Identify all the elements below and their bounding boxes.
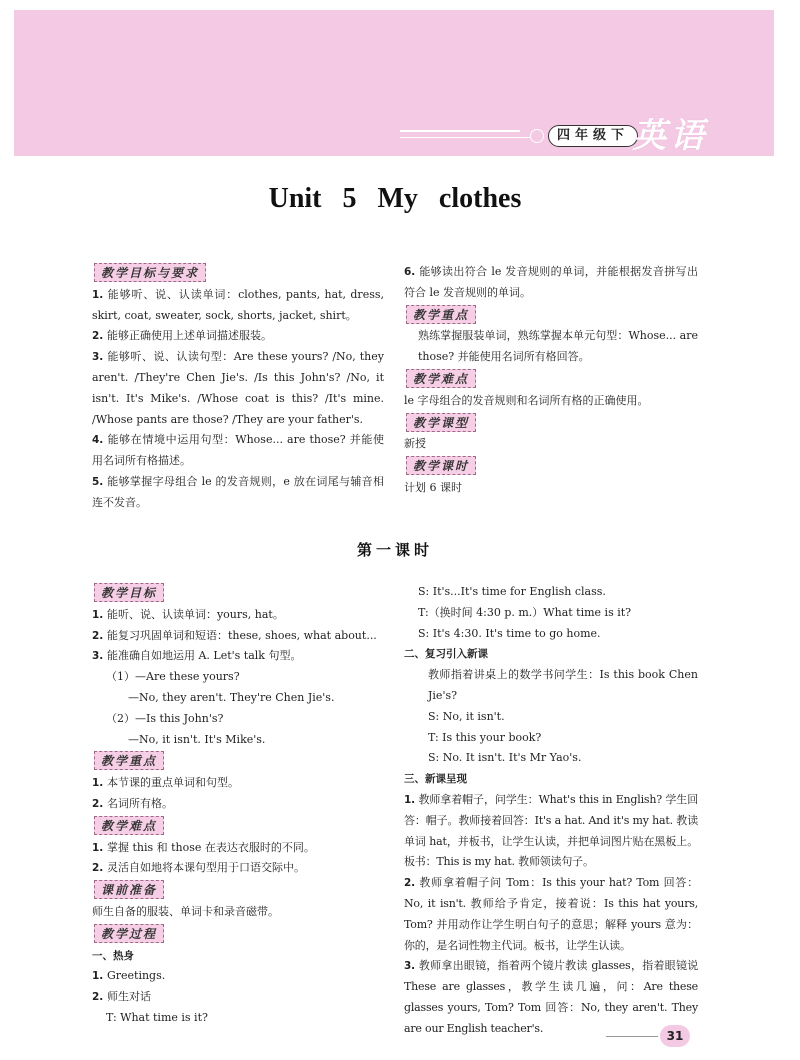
goal-item: 6. 能够读出符合 le 发音规则的单词，并能根据发音拼写出符合 le 发音规则的单词。 — [404, 265, 698, 299]
subject-logo: 英语 — [632, 116, 708, 156]
goal-item: 2. 能复习巩固单词和短语：these, shoes, what about... — [92, 628, 377, 642]
lesson-title: 第一课时 — [356, 541, 433, 559]
section-tag-lesson-type: 教学课型 — [406, 413, 476, 432]
preparation-text: 师生自备的服装、单词卡和录音磁带。 — [92, 904, 279, 918]
dialog-line: T: What time is it? — [106, 1010, 208, 1024]
dialog-line: T:（换时间 4:30 p. m.）What time is it? — [418, 605, 632, 619]
page-number-rule — [606, 1036, 658, 1037]
section-tag-difficult-points: 教学难点 — [94, 816, 164, 835]
new-lesson-step: 2. 教师拿着帽子问 Tom：Is this your hat? Tom 回答：No, it isn't. 教师给予肯定，接着说：Is this hat yours, Tom? 并用动作让学生明白句子的意思；解释 yours 意为：你的，是名词性物主代词。板书，让学生认读。 — [404, 876, 699, 952]
lesson-type-text: 新授 — [404, 437, 426, 451]
goal-item: 4. 能够在情境中运用句型：Whose... are those? 并能使用名词所有格描述。 — [92, 433, 384, 468]
review-text: 教师指着讲桌上的数学书问学生：Is this book Chen Jie's? — [428, 668, 698, 702]
goal-item: 2. 能够正确使用上述单词描述服装。 — [92, 329, 272, 343]
dialog-line: —No, they aren't. They're Chen Jie's. — [128, 690, 335, 704]
dialog-line: T: Is this your book? — [428, 730, 542, 744]
section-tag-key-points: 教学重点 — [94, 751, 164, 770]
section-tag-preparation: 课前准备 — [94, 880, 164, 899]
key-points-text: 熟练掌握服装单词，熟练掌握本单元句型：Whose... are those? 并能使用名词所有格回答。 — [418, 329, 698, 364]
dialog-line: （2）—Is this John's? — [106, 711, 224, 725]
key-item: 2. 名词所有格。 — [92, 796, 173, 810]
section-tag-difficult-points: 教学难点 — [406, 369, 476, 388]
unit-title: Unit 5 My clothes — [268, 183, 522, 214]
step-heading-new-lesson: 三、新课呈现 — [404, 773, 467, 786]
section-tag-lesson-hours: 教学课时 — [406, 456, 476, 475]
section-tag-process: 教学过程 — [94, 924, 164, 943]
header-decor-line — [400, 137, 530, 138]
new-lesson-step: 1. 教师拿着帽子，问学生：What's this in English? 学生回答：帽子。教师接着回答：It's a hat. And it's my hat. 教读单词 hat，并板书，让学生认读，并把单词图片贴在黑板上。板书：This is my hat. 教师领读句子。 — [404, 792, 698, 869]
lesson-right-column — [404, 582, 698, 1040]
goal-item: 3. 能准确自如地运用 A. Let's talk 句型。 — [92, 649, 302, 663]
difficult-item: 1. 掌握 this 和 those 在表达衣服时的不同。 — [92, 840, 315, 854]
grade-label: 四年级下 — [548, 125, 638, 147]
section-tag-goals: 教学目标与要求 — [94, 263, 206, 282]
dialog-line: （1）—Are these yours? — [106, 670, 240, 684]
section-tag-goals: 教学目标 — [94, 583, 164, 602]
lesson-hours-text: 计划 6 课时 — [404, 480, 462, 494]
lesson-left-column — [92, 582, 384, 1029]
intro-right-column — [404, 262, 698, 499]
goal-item: 5. 能够掌握字母组合 le 的发音规则，e 放在词尾与辅音相连不发音。 — [92, 474, 385, 509]
goal-item: 1. 能够听、说、认读单词：clothes, pants, hat, dress, skirt, coat, sweater, sock, shorts, jacket, shirt。 — [92, 287, 384, 322]
key-item: 1. 本节课的重点单词和句型。 — [92, 776, 239, 790]
page-number: 31 — [660, 1025, 690, 1047]
dialog-line: S: It's 4:30. It's time to go home. — [418, 626, 601, 640]
step-heading-review: 二、复习引入新课 — [404, 648, 488, 661]
new-lesson-step: 3. 教师拿出眼镜，指着两个镜片教读 glasses，指着眼镜说 These are glasses，教学生读几遍，问：Are these glasses yours, Tom? Tom 回答：No, they aren't. They are our English teacher's. — [404, 959, 698, 1035]
dialog-line: S: No, it isn't. — [428, 709, 505, 723]
step-heading-warmup: 一、热身 — [92, 949, 134, 962]
goal-item: 1. 能听、说、认读单词：yours, hat。 — [92, 607, 284, 621]
goal-item: 3. 能够听、说、认读句型：Are these yours? /No, they aren't. /They're Chen Jie's. /Is this John's? /No, it isn't. It's Mike's. /Whose coat is this? /It's mine. /Whose pants are those? /They are your father's. — [92, 350, 384, 426]
section-tag-key-points: 教学重点 — [406, 305, 476, 324]
header-decor-line — [400, 130, 520, 132]
circle-ornament-icon — [530, 129, 544, 143]
dialog-line: —No, it isn't. It's Mike's. — [128, 732, 266, 746]
intro-left-column — [92, 262, 384, 514]
dialog-line: S: No. It isn't. It's Mr Yao's. — [428, 751, 582, 765]
difficult-item: 2. 灵活自如地将本课句型用于口语交际中。 — [92, 861, 305, 875]
dialog-line: S: It's...It's time for English class. — [418, 585, 606, 598]
warmup-item: 2. 师生对话 — [92, 990, 151, 1004]
difficult-points-text: le 字母组合的发音规则和名词所有格的正确使用。 — [404, 393, 649, 407]
warmup-item: 1. Greetings. — [92, 969, 166, 983]
